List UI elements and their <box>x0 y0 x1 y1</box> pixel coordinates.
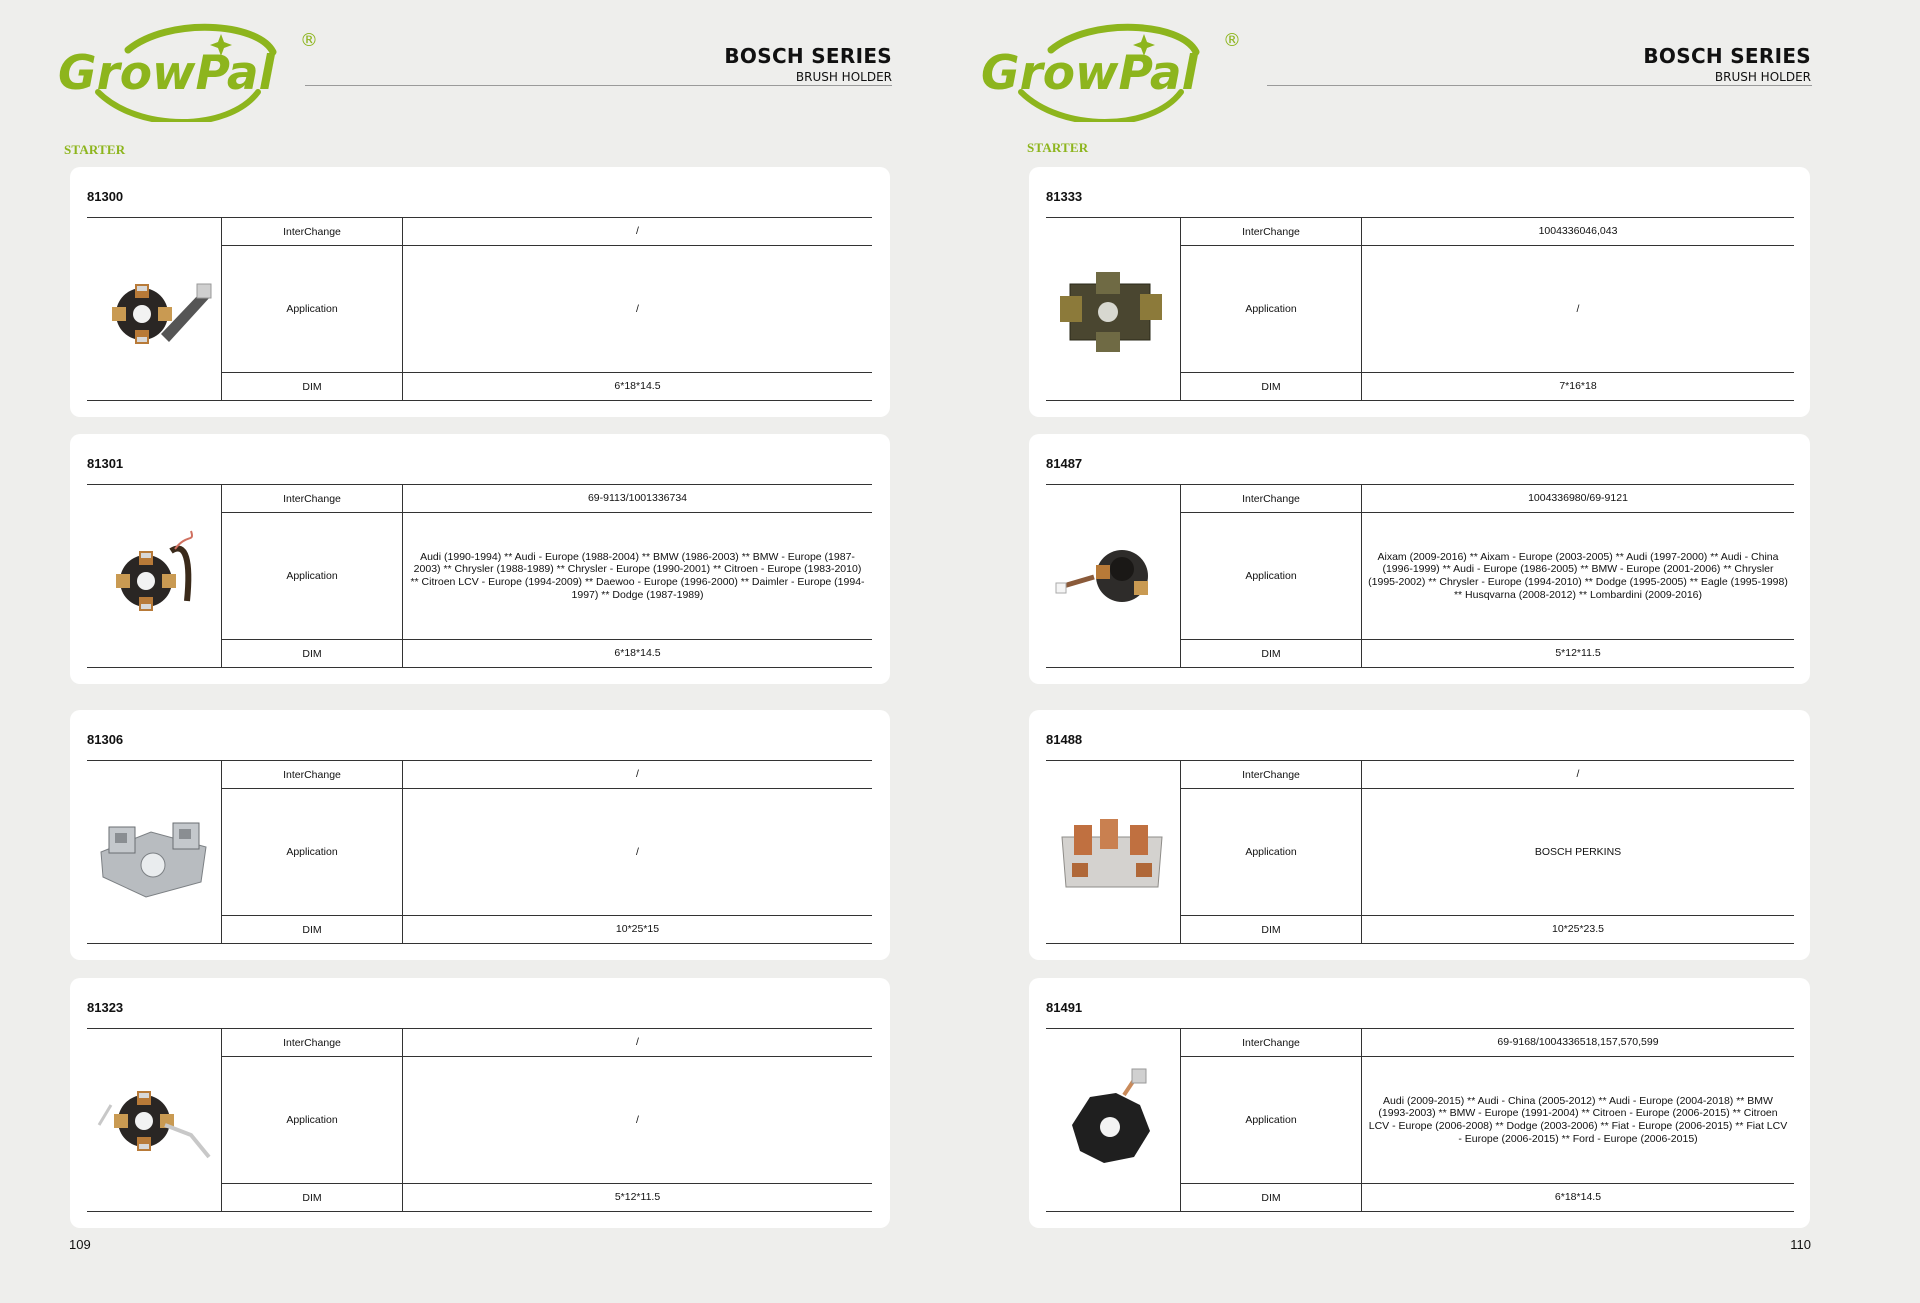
application-label: Application <box>1181 246 1362 372</box>
application-label: Application <box>222 513 403 639</box>
application-value: Audi (1990-1994) ** Audi - Europe (1988-2004) ** BMW (1986-2003) ** BMW - Europe (1987-2003) ** Chrysler (1988-1989) ** Chrysler - Europe (1990-2001) ** Citroen - Europe (1983-2010) ** Citroen LCV - Europe (1994-2009) ** Daewoo - Europe (1996-2000) ** Daimler - Europe (1994-1997) ** Dodge (1987-1989) <box>410 550 865 601</box>
interchange-value: / <box>636 1036 639 1049</box>
interchange-label: InterChange <box>222 761 403 788</box>
dim-label: DIM <box>1181 373 1362 400</box>
application-label: Application <box>1181 789 1362 915</box>
catalog-page-right <box>960 0 1920 1303</box>
product-table <box>87 760 872 944</box>
application-value: / <box>1576 302 1580 315</box>
dim-value: 5*12*11.5 <box>614 1191 661 1204</box>
dim-label: DIM <box>1181 1184 1362 1211</box>
brush-holder-image <box>1050 797 1176 907</box>
application-value: BOSCH PERKINS <box>1534 845 1622 858</box>
brush-holder-image <box>1050 521 1176 631</box>
product-table <box>1046 217 1794 401</box>
product-code: 81487 <box>1046 456 1083 471</box>
product-card <box>70 167 890 417</box>
brush-holder-image <box>91 254 217 364</box>
product-code: 81488 <box>1046 732 1083 747</box>
interchange-label: InterChange <box>1181 218 1362 245</box>
product-code: 81300 <box>87 189 124 204</box>
application-label: Application <box>222 1057 403 1183</box>
page-number: 110 <box>1790 1237 1811 1252</box>
interchange-label: InterChange <box>1181 1029 1362 1056</box>
header-rule <box>1267 85 1812 86</box>
svg-text:GrowPal: GrowPal <box>981 46 1198 101</box>
dim-value: 6*18*14.5 <box>614 380 661 393</box>
svg-text:GrowPal: GrowPal <box>58 46 275 101</box>
application-value: / <box>636 845 639 858</box>
dim-value: 6*18*14.5 <box>614 647 661 660</box>
dim-value: 10*25*23.5 <box>1552 923 1604 936</box>
interchange-value: / <box>1576 768 1580 781</box>
product-table <box>87 484 872 668</box>
application-value: Audi (2009-2015) ** Audi - China (2005-2012) ** Audi - Europe (2004-2018) ** BMW (1993-2003) ** BMW - Europe (1991-2004) ** Citroen - Europe (2006-2015) ** Citroen LCV - Europe (2006-2008) ** Dodge (2003-2006) ** Fiat - Europe (2006-2015) ** Fiat LCV - Europe (2006-2015) ** Ford - Europe (2006-2015) <box>1368 1094 1788 1145</box>
dim-label: DIM <box>222 640 403 667</box>
interchange-value: 1004336046,043 <box>1538 225 1618 238</box>
dim-value: 6*18*14.5 <box>1554 1191 1602 1204</box>
product-card <box>1029 434 1810 684</box>
dim-value: 10*25*15 <box>615 923 660 936</box>
growpal-logo <box>981 22 1281 122</box>
product-image-cell <box>1046 761 1181 943</box>
application-label: Application <box>1181 1057 1362 1183</box>
product-image-cell <box>1046 218 1181 400</box>
interchange-label: InterChange <box>222 1029 403 1056</box>
interchange-value: 69-9113/1001336734 <box>587 492 688 505</box>
section-heading: STARTER <box>64 142 126 157</box>
svg-text:®: ® <box>300 30 318 51</box>
interchange-label: InterChange <box>1181 485 1362 512</box>
product-table <box>1046 484 1794 668</box>
product-card <box>70 710 890 960</box>
product-code: 81301 <box>87 456 124 471</box>
product-card <box>1029 710 1810 960</box>
product-table <box>87 1028 872 1212</box>
header-rule <box>305 85 892 86</box>
application-value: / <box>636 302 639 315</box>
dim-label: DIM <box>222 1184 403 1211</box>
product-table <box>87 217 872 401</box>
brush-holder-image <box>1050 254 1176 364</box>
dim-label: DIM <box>222 916 403 943</box>
product-card <box>1029 167 1810 417</box>
application-value: Aixam (2009-2016) ** Aixam - Europe (2003-2005) ** Audi (1997-2000) ** Audi - China (1996-1999) ** Audi - Europe (1986-2005) ** BMW - Europe (2001-2006) ** Chrysler (1995-2002) ** Chrysler - Europe (1994-2010) ** Dodge (1995-2005) ** Eagle (1995-1998) ** Husqvarna (2008-2012) ** Lombardini (2009-2016) <box>1368 550 1788 601</box>
product-image-cell <box>87 1029 222 1211</box>
dim-label: DIM <box>222 373 403 400</box>
brush-holder-image <box>1050 1065 1176 1175</box>
product-table <box>1046 1028 1794 1212</box>
brush-holder-image <box>91 1065 217 1175</box>
application-label: Application <box>222 789 403 915</box>
product-image-cell <box>87 761 222 943</box>
product-code: 81323 <box>87 1000 124 1015</box>
interchange-value: / <box>636 225 639 238</box>
page-number: 109 <box>69 1237 91 1252</box>
product-table <box>1046 760 1794 944</box>
interchange-value: / <box>636 768 639 781</box>
product-card <box>70 978 890 1228</box>
application-label: Application <box>222 246 403 372</box>
product-image-cell <box>1046 1029 1181 1211</box>
growpal-logo <box>58 22 358 122</box>
series-title: BOSCH SERIES <box>1643 44 1811 68</box>
product-image-cell <box>87 218 222 400</box>
svg-text:®: ® <box>1223 30 1241 51</box>
brush-holder-image <box>91 521 217 631</box>
product-image-cell <box>1046 485 1181 667</box>
product-image-cell <box>87 485 222 667</box>
section-heading: STARTER <box>1027 140 1089 155</box>
dim-label: DIM <box>1181 916 1362 943</box>
interchange-label: InterChange <box>1181 761 1362 788</box>
dim-value: 7*16*18 <box>1559 380 1597 393</box>
interchange-label: InterChange <box>222 218 403 245</box>
product-code: 81491 <box>1046 1000 1083 1015</box>
application-label: Application <box>1181 513 1362 639</box>
interchange-value: 69-9168/1004336518,157,570,599 <box>1497 1036 1659 1049</box>
product-card <box>1029 978 1810 1228</box>
dim-value: 5*12*11.5 <box>1555 647 1601 660</box>
application-value: / <box>636 1113 639 1126</box>
brush-holder-image <box>91 797 217 907</box>
product-code: 81306 <box>87 732 124 747</box>
dim-label: DIM <box>1181 640 1362 667</box>
series-subtitle: BRUSH HOLDER <box>1714 70 1811 84</box>
product-card <box>70 434 890 684</box>
series-title: BOSCH SERIES <box>724 44 892 68</box>
product-code: 81333 <box>1046 189 1083 204</box>
interchange-value: 1004336980/69-9121 <box>1528 492 1628 505</box>
series-subtitle: BRUSH HOLDER <box>795 70 892 84</box>
interchange-label: InterChange <box>222 485 403 512</box>
